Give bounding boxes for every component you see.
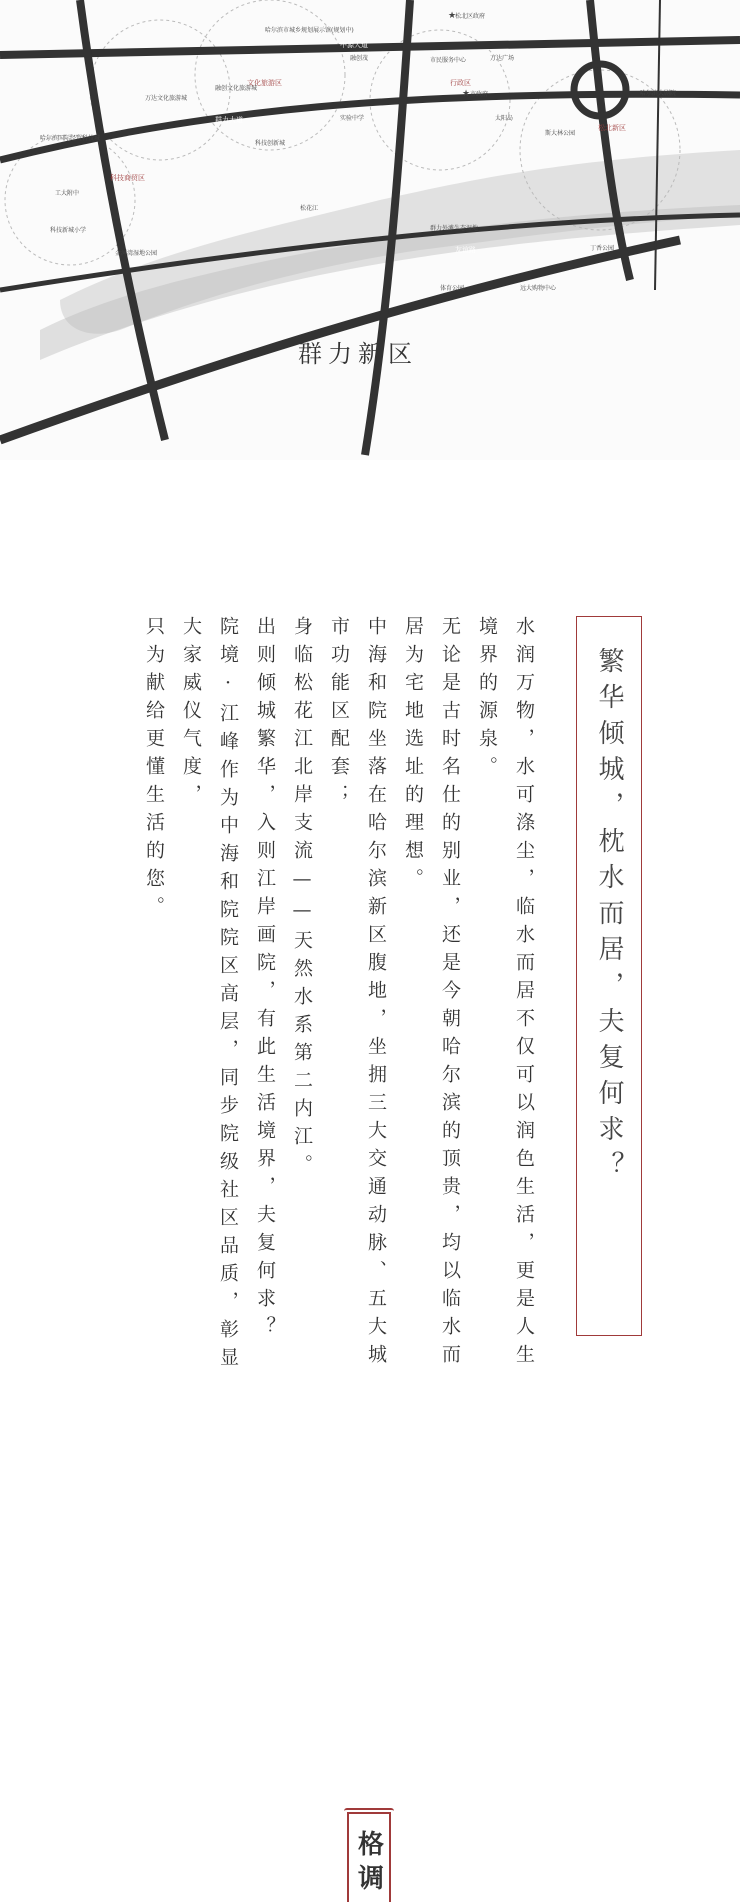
- place-label: 科技创新城: [255, 140, 286, 147]
- zone-label: 文化旅游区: [247, 79, 282, 87]
- body-column: 境界的源泉。: [476, 616, 498, 784]
- place-label: 工大附中: [55, 190, 80, 197]
- headline: 繁华倾城，枕水而居，夫复何求？: [594, 647, 624, 1187]
- body-column: 无论是古时名仕的别业，还是今朝哈尔滨的顶贵，均以临水而: [439, 616, 461, 1372]
- zone-label: 松北新区: [598, 124, 626, 132]
- place-label: 丁香公园: [590, 245, 615, 252]
- body-column: 身临松花江北岸支流——天然水系第二内江。: [291, 616, 313, 1182]
- place-label: 远大购物中心: [520, 285, 557, 292]
- place-label: 万达文化旅游城: [145, 95, 188, 102]
- place-label: 哈尔滨市城乡规划展示馆(规划中): [265, 27, 354, 34]
- zone-label: 科技商贸区: [110, 174, 145, 182]
- place-label: 实验中学: [340, 115, 365, 122]
- body-column: 只为献给更懂生活的您。: [143, 616, 165, 924]
- district-name: 群力新区: [298, 340, 418, 368]
- map-canvas: [0, 0, 740, 460]
- place-label: 融创茂: [350, 55, 369, 62]
- road-label: 中源大道: [340, 41, 368, 49]
- place-label: 融创文化旅游城: [215, 85, 258, 92]
- place-label: 群力外滩生态湿地: [430, 225, 479, 232]
- place-label: 体育公园: [440, 285, 465, 292]
- place-label: 科技新城小学: [50, 227, 87, 234]
- place-label: 太阳岛: [495, 115, 514, 122]
- place-label: 金河湾湿地公园: [115, 250, 158, 257]
- place-label: 市民服务中心: [430, 57, 467, 64]
- body-column: 大家威仪气度，: [180, 616, 202, 812]
- place-label: 万达广场: [490, 55, 515, 62]
- body-column: 出则倾城繁华，入则江岸画院，有此生活境界，夫复何求？: [254, 616, 276, 1344]
- place-label: 哈尔滨国际经贸科技城: [40, 135, 101, 142]
- headline-box: [576, 616, 642, 1336]
- place-label: 斯大林公园: [545, 130, 576, 137]
- star-icon: ★: [448, 11, 457, 21]
- place-label: 哈尔滨大剧院: [640, 90, 677, 97]
- zone-label: 行政区: [450, 79, 471, 87]
- landmark-label: 市政府: [470, 91, 489, 98]
- body-column: 居为宅地选址的理想。: [402, 616, 424, 896]
- body-column: 中海和院坐落在哈尔滨新区腹地，坐拥三大交通动脉、五大城: [365, 616, 387, 1372]
- body-text: [92, 616, 542, 1616]
- body-column: 院境·江峰作为中海和院院区高层，同步院级社区品质，彰显: [217, 616, 239, 1375]
- landmark-label: 松北区政府: [455, 13, 486, 20]
- body-column: 市功能区配套；: [328, 616, 350, 812]
- river-label: 松花江: [300, 205, 319, 212]
- body-column: 水润万物，水可涤尘，临水而居不仅可以润色生活，更是人生: [513, 616, 535, 1372]
- location-map: [0, 0, 740, 460]
- section-tag-label: 格调: [353, 1830, 384, 1898]
- star-icon: ★: [462, 89, 471, 99]
- section-tag: [347, 1812, 391, 1902]
- road-label: 群力大道: [215, 116, 243, 124]
- road-label: 友谊路: [455, 246, 476, 254]
